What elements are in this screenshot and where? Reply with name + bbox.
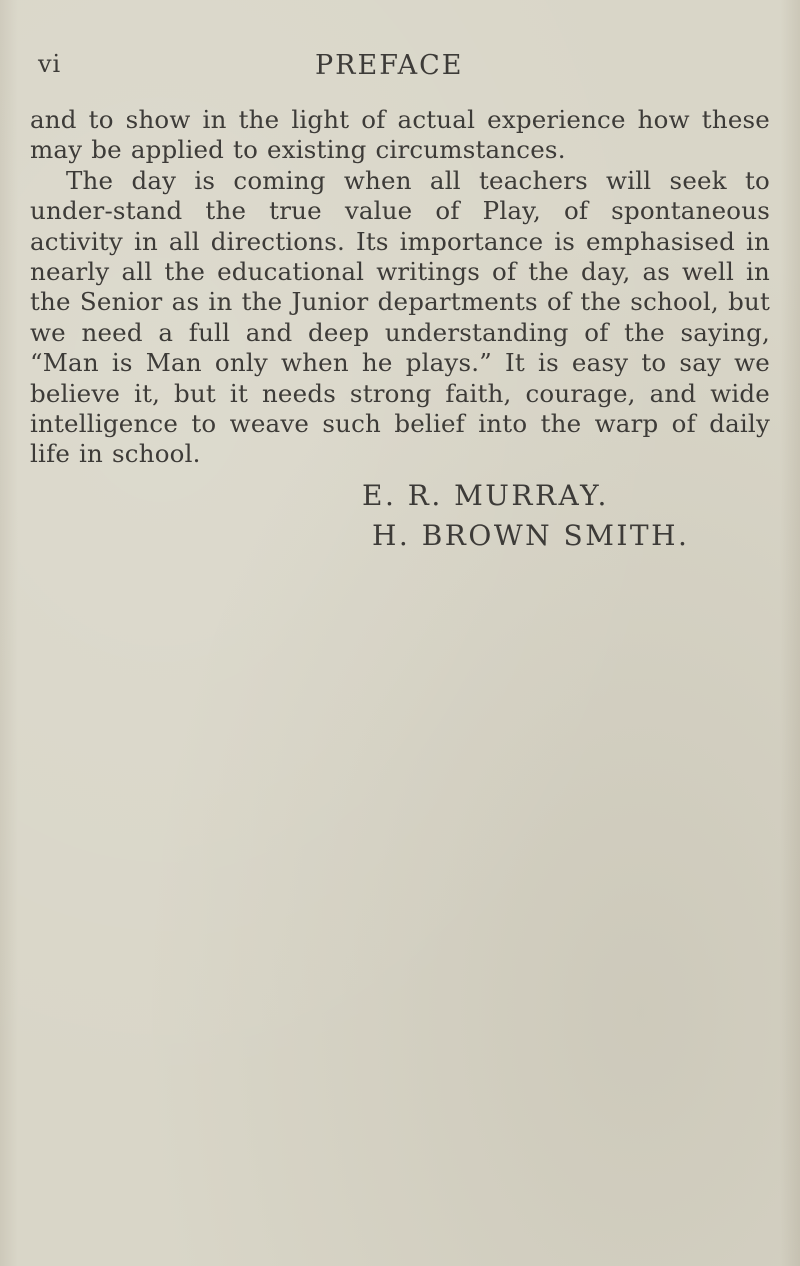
preface-body [30,105,770,470]
running-head [38,50,738,90]
signature-brown-smith: H. BROWN SMITH. [372,519,690,552]
signature-murray: E. R. MURRAY. [362,479,609,512]
header-title: PREFACE [315,50,464,81]
paragraph-continued: and to show in the light of actual experience how these may be applied to existing circumstances. [30,105,770,165]
signature-block [362,476,689,556]
page-number: vi [38,50,62,78]
paragraph-play: The day is coming when all teachers will seek to under-stand the true value of Play, of spontaneous activity in all directions. Its importance is emphasised in nearly all the educational writings of the day, as well in the Senior as in the Junior departments of the school, but we need a full and deep understanding of the saying, “Man is Man only when he plays.” It is easy to say we believe it, but it needs strong faith, courage, and wide intelligence to weave such belief into the warp of daily life in school. [30,165,770,469]
